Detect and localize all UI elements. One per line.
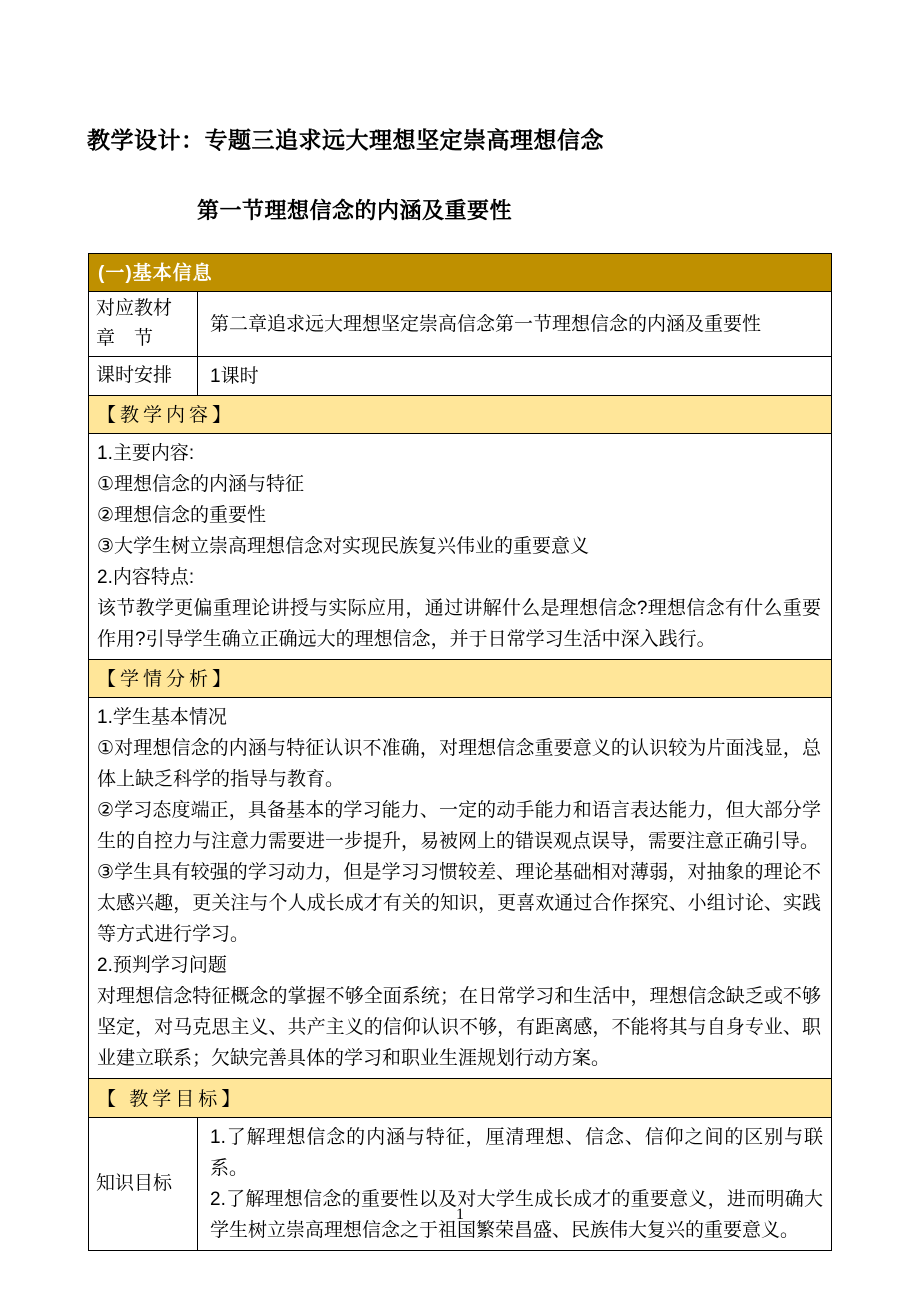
- knowledge-goal-line: 2.了解理想信念的重要性以及对大学生成长成才的重要意义，进而明确大学生树立崇高理想信念之于祖国繁荣昌盛、民族伟大复兴的重要意义。: [210, 1189, 823, 1241]
- page-number: 1: [456, 1206, 464, 1223]
- knowledge-goal-line: 1.了解理想信念的内涵与特征，厘清理想、信念、信仰之间的区别与联系。: [210, 1127, 823, 1179]
- band-basic-info: (一)基本信息: [89, 254, 832, 292]
- learner-analysis-line: 2.预判学习问题: [97, 955, 227, 976]
- label-knowledge-goal: 知识目标: [89, 1118, 198, 1251]
- teaching-content-line: 该节教学更偏重理论讲授与实际应用，通过讲解什么是理想信念?理想信念有什么重要作用?引导学生确立正确远大的理想信念，并于日常学习生活中深入践行。: [97, 598, 821, 650]
- label-class-hours: 课时安排: [89, 357, 198, 396]
- learner-analysis-line: 对理想信念特征概念的掌握不够全面系统；在日常学习和生活中，理想信念缺乏或不够坚定，对马克思主义、共产主义的信仰认识不够，有距离感，不能将其与自身专业、职业建立联系；欠缺完善具体的学习和职业生涯规划行动方案。: [97, 986, 821, 1069]
- value-textbook-chapter: 第二章追求远大理想坚定崇高信念第一节理想信念的内涵及重要性: [198, 292, 832, 357]
- teaching-content-line: 1.主要内容:: [97, 443, 195, 464]
- learner-analysis-body: [89, 698, 832, 1079]
- label-textbook-chapter: [89, 292, 198, 357]
- learner-analysis-line: ②学习态度端正，具备基本的学习能力、一定的动手能力和语言表达能力，但大部分学生的自控力与注意力需要进一步提升，易被网上的错误观点误导，需要注意正确引导。: [97, 800, 821, 852]
- teaching-content-line: ①理想信念的内涵与特征: [97, 474, 305, 495]
- document-title: 教学设计：专题三追求远大理想坚定崇高理想信念: [87, 127, 604, 153]
- label-textbook-chapter-line2: 章 节: [96, 328, 154, 349]
- learner-analysis-line: ③学生具有较强的学习动力，但是学习习惯较差、理论基础相对薄弱，对抽象的理论不太感兴趣，更关注与个人成长成才有关的知识，更喜欢通过合作探究、小组讨论、实践等方式进行学习。: [97, 862, 821, 945]
- knowledge-goal-body: [198, 1118, 832, 1251]
- band-learner-analysis: 【学情分析】: [89, 660, 832, 698]
- label-textbook-chapter-line1: 对应教材: [96, 298, 173, 319]
- teaching-content-line: ②理想信念的重要性: [97, 505, 267, 526]
- value-class-hours: 1课时: [198, 357, 832, 396]
- teaching-content-line: 2.内容特点:: [97, 567, 195, 588]
- section-one-title: 第一节理想信念的内涵及重要性: [197, 198, 513, 223]
- learner-analysis-line: ①对理想信念的内涵与特征认识不准确，对理想信念重要意义的认识较为片面浅显，总体上缺乏科学的指导与教育。: [97, 738, 821, 790]
- band-teaching-goals: 【 教学目标】: [89, 1079, 832, 1118]
- teaching-content-body: [89, 434, 832, 660]
- learner-analysis-line: 1.学生基本情况: [97, 707, 227, 728]
- teaching-content-line: ③大学生树立崇高理想信念对实现民族复兴伟业的重要意义: [97, 536, 590, 557]
- band-teaching-content: 【教学内容】: [89, 396, 832, 434]
- lesson-plan-table: [88, 253, 832, 1251]
